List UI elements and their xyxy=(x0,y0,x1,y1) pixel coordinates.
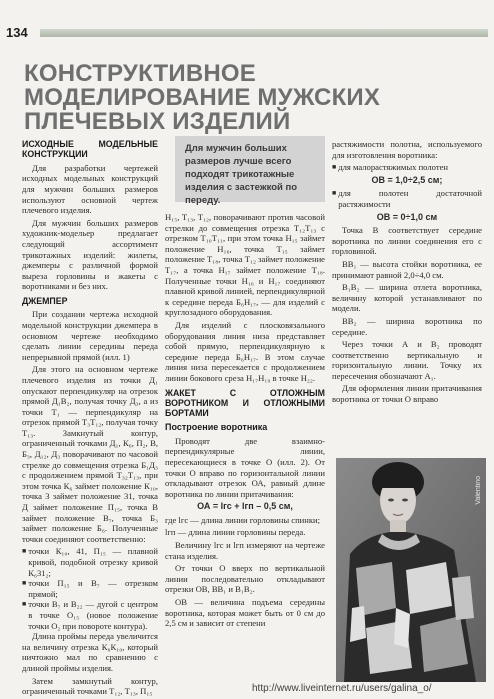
bullet-item xyxy=(332,162,482,173)
paragraph: Для разработки чертежей исходных модельных конструкций для мужчин больших размеров используют основной чертеж плечевого изделия. xyxy=(22,162,158,216)
model-photo-illustration xyxy=(336,458,486,682)
paragraph: растяжимости полотна, используемого для изготовления воротника: xyxy=(332,139,482,160)
paragraph: Для изделий с плосковязального оборудования линия низа представляет собой прямую, перпендикулярную к середине переда Б₆Н₁₇. В этом случае линия низа пересекается с продолжением линии бокового среза Н₁₇Н₁₉ в точке Н₂₂. xyxy=(165,319,325,383)
paragraph: где lгс — длина линии горловины спинки; xyxy=(165,514,321,525)
paragraph: ВВ₂ — ширина воротника по середине. xyxy=(332,315,482,337)
formula: ОА = lгс + lгп – 0,5 см, xyxy=(197,501,293,512)
section-heading-initial-constructions: ИСХОДНЫЕ МОДЕЛЬНЫЕ КОНСТРУКЦИИ xyxy=(22,139,158,160)
model-photo xyxy=(336,458,486,682)
paragraph: ВВ₁ — высота стойки воротника, ее принимают равной 2,0÷4,0 см. xyxy=(332,258,482,280)
page-number: 134 xyxy=(6,25,28,40)
page-title: КОНСТРУКТИВНОЕ МОДЕЛИРОВАНИЕ МУЖСКИХ ПЛЕЧЕВЫХ ИЗДЕЛИЙ xyxy=(24,60,381,135)
formula: ОВ = 1,0÷2,5 см; xyxy=(371,174,443,185)
paragraph: Затем замкнутый контур, ограниченный точками Т₁₂, Т₁₃, П₁₅ xyxy=(22,675,158,697)
callout-text: Для мужчин больших размеров лучше всего подходят трикотажные изделия с застежкой по переду. xyxy=(185,143,298,206)
paragraph: При создании чертежа исходной модельной конструкции джемпера в основном чертеже необходимо сделать линии середины переда непрерывной прямой (илл. 1) xyxy=(22,309,158,362)
bullet-square-icon: ■ xyxy=(22,579,27,588)
paragraph: Для этого на основном чертеже плечевого изделия из точки Д₁ опускают перпендикуляр на отрезок прямой Д₁В₂, получая точку Д₃, а из точки Т₁ — перпендикуляр на отрезок прямой Т₃Т₁₂, получая точку Т₁₃. Замкнутый контур, ограниченный точками Д₁, К₆, П₂, В, Б₃, Д₁₂, Д₃ поворачивают по часовой стрелке до совмещения отрезка Б₁Д₃ с продолжением прямой Т₃₂Т₁₃, при этом точка К₆ займет положение К₁₀, точка 3 займет положение 31, точка Д займет положение П₁₅, точка В займет положение В₇, точка Б₃ займет положение Б₆. Полученные точки соединяют соответственно: xyxy=(22,364,158,544)
callout-box xyxy=(175,136,325,206)
paragraph: В₁В₂ — ширина отлета воротника, величину которой устанавливают по модели. xyxy=(332,282,482,314)
section-heading-jumper: ДЖЕМПЕР xyxy=(22,295,68,306)
watermark-url: http://www.liveinternet.ru/users/galina_o/ xyxy=(252,683,432,694)
paragraph: Для мужчин больших размеров художник-модельер предлагает следующий ассортимент трикотажных изделий: жилеты, джемперы с различной формой выреза горловины и жакеты с воротниками и без них. xyxy=(22,217,158,292)
header-rule xyxy=(40,29,488,37)
bullet-item xyxy=(332,188,482,209)
bullet-text: точки В₇ и В₂₂ — дугой с центром в точке О₁₅ (новое положение точки О₂ при повороте контура). xyxy=(28,599,158,631)
section-heading-jacket: ЖАКЕТ С ОТЛОЖНЫМ ВОРОТНИКОМ И ОТЛОЖНЫМИ БОРТАМИ xyxy=(165,387,325,419)
paragraph: Точка В соответствует середине воротника по линии соединения его с горловиной. xyxy=(332,225,482,257)
bullet-text: для малорастяжимых полотен xyxy=(338,162,448,173)
column-3 xyxy=(332,139,482,407)
bullet-square-icon: ■ xyxy=(22,547,27,556)
formula: ОВ = 0÷1,0 см xyxy=(376,211,438,222)
paragraph: Длина проймы переда увеличится на величину отрезка К₆К₁₀, который ничтожно мал по сравнению с длиной проймы изделия. xyxy=(22,631,158,673)
bullet-square-icon: ■ xyxy=(332,163,337,172)
paragraph: От точки О вверх по вертикальной линии последовательно откладывают отрезки ОВ, ВВ₁ и В₁В₂. xyxy=(165,563,325,595)
bullet-square-icon: ■ xyxy=(332,189,337,198)
column-2 xyxy=(165,212,325,631)
bullet-text: для полотен достаточной растяжимости xyxy=(338,188,482,209)
bullet-square-icon: ■ xyxy=(22,600,27,609)
paragraph: Величину lгс и lгп измеряют на чертеже стана изделия. xyxy=(165,540,325,561)
bullet-item xyxy=(22,599,158,631)
paragraph: ОВ — величина подъема середины воротника, которая может быть от 0 см до 2,5 см и зависит от степени xyxy=(165,597,325,629)
bullet-text: точки П₁₅ и В₇ — отрезком прямой; xyxy=(28,578,158,599)
paragraph: lгп — длина линии горловины переда. xyxy=(165,527,306,538)
paragraph: Для оформления линии притачивания воротника от точки О вправо xyxy=(332,383,482,405)
bullet-item xyxy=(22,546,158,578)
photo-credit: Valentino xyxy=(475,476,482,505)
subsection-heading-collar: Построение воротника xyxy=(165,421,268,432)
paragraph: Проводят две взаимно-перпендикулярные линии, пересекающиеся в точке О (илл. 2). От точки О вправо по горизонтальной линии откладывают отрезок ОА, равный длине воротника по линии притачивания: xyxy=(165,435,325,499)
paragraph: Через точки А и В₂ проводят соответственно вертикальную и горизонтальную линии. Точку их пересечения обозначают А₁. xyxy=(332,339,482,381)
bullet-text: точки К₁₀, 41, П₁₅ — плавной кривой, подобной отрезку кривой К₆31₂; xyxy=(28,546,158,578)
bullet-item xyxy=(22,578,158,599)
paragraph: Н₁₅, Т₁₃, Т₁₂, поворачивают против часовой стрелки до совмещения отрезка Т₁₂Т₁₃ с отрезком Т₁₀Т₁₁, при этом точка Н₁₅ займет положение Н₁₆, точка Т₁₅ займет положение Т₁₈, точка Т₁₂ займет положение Т₁₇, а точка Н₁₇ займет положение Т₁₈. Полученные точки Н₁₆ и Н₁₇ соединяют плавной кривой линией, перпендикулярной к середине переда Б₆Н₁₇, — для изделий с круглозадного оборудования. xyxy=(165,212,326,318)
column-1 xyxy=(22,135,158,699)
